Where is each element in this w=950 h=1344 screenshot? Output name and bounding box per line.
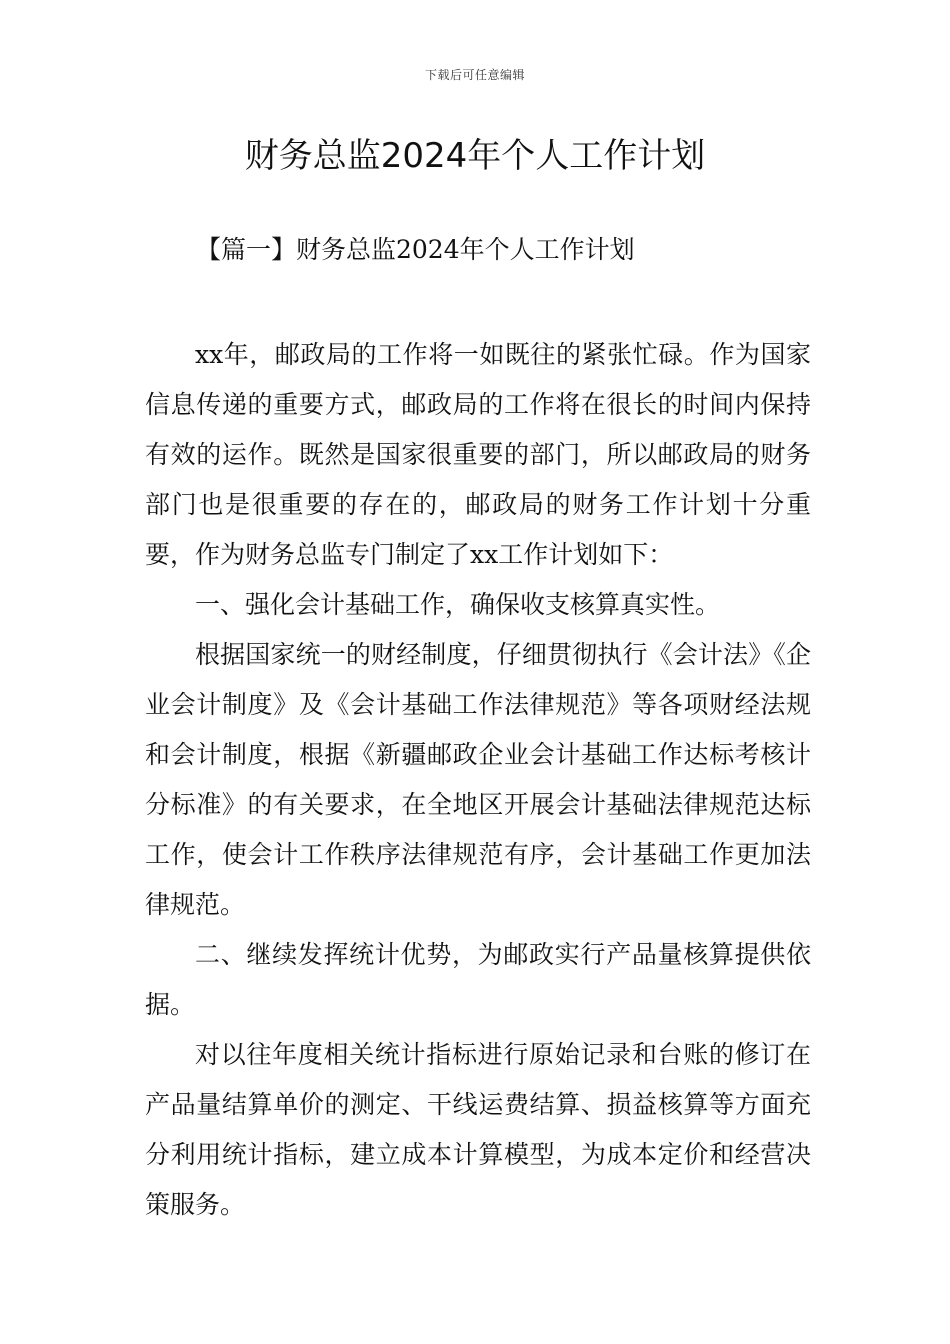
paragraph-point-2-body: 对以往年度相关统计指标进行原始记录和台账的修订在产品量结算单价的测定、干线运费结算、损益核算等方面充分利用统计指标，建立成本计算模型，为成本定价和经营决策服务。 [145, 1040, 811, 1219]
paragraph-point-1-heading: 一、强化会计基础工作，确保收支核算真实性。 [195, 590, 721, 619]
document-body [145, 330, 811, 1230]
paragraph-point-1-body: 根据国家统一的财经制度，仔细贯彻执行《会计法》《企业会计制度》及《会计基础工作法律规范》等各项财经法规和会计制度，根据《新疆邮政企业会计基础工作达标考核计分标准》的有关要求，在全地区开展会计基础法律规范达标工作，使会计工作秩序法律规范有序，会计基础工作更加法律规范。 [145, 640, 811, 919]
paragraph-intro: xx年，邮政局的工作将一如既往的紧张忙碌。作为国家信息传递的重要方式，邮政局的工作将在很长的时间内保持有效的运作。既然是国家很重要的部门，所以邮政局的财务部门也是很重要的存在的，邮政局的财务工作计划十分重要，作为财务总监专门制定了xx工作计划如下： [145, 340, 811, 569]
section-heading: 【篇一】财务总监2024年个人工作计划 [196, 235, 635, 264]
paragraph-point-2-heading: 二、继续发挥统计优势，为邮政实行产品量核算提供依据。 [145, 940, 811, 1019]
document-title: 财务总监2024年个人工作计划 [244, 136, 706, 176]
header-note: 下载后可任意编辑 [424, 68, 525, 82]
